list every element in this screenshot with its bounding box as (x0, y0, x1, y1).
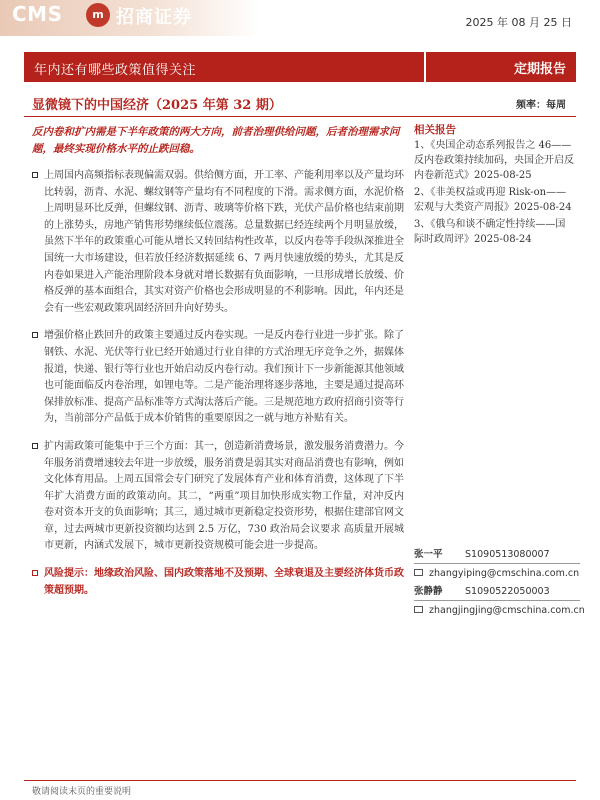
bullet-square-icon (32, 332, 38, 338)
report-date: 2025 年 08 月 25 日 (465, 16, 572, 29)
author-block (414, 546, 584, 620)
footer-note: 敬请阅读末页的重要说明 (32, 787, 132, 797)
banner-divider (424, 52, 426, 82)
related-report-link[interactable]: 2、《非美权益或再迎 Risk-on——宏观与大类资产周报》2025-08-24 (414, 187, 572, 213)
mail-icon (414, 569, 423, 576)
related-report-link[interactable]: 3、《俄乌和谈不确定性持续——国际时政周评》2025-08-24 (414, 219, 566, 245)
summary-text: 反内卷和扩内需是下半年政策的两大方向，前者治理供给问题，后者治理需求问题，最终实现价格水平的止跌回稳。 (32, 126, 400, 155)
subtitle-divider (24, 116, 576, 117)
author-name: 张一平 (414, 549, 443, 560)
bullet-paragraph (32, 168, 404, 317)
author-email[interactable]: zhangyiping@cmschina.com.cn (429, 568, 580, 579)
related-reports-heading: 相关报告 (414, 124, 456, 136)
author-name: 张静静 (414, 586, 443, 597)
related-reports-list (414, 138, 574, 249)
author-email-row (414, 605, 584, 620)
bullet-square-icon (32, 570, 38, 576)
bullet-text: 扩内需政策可能集中于三个方面：其一，创造新消费场景，激发服务消费潜力。今年服务消费增速较去年进一步放缓，服务消费是弱其实对商品消费也有影响，例如文化体育用品。上周五国常会专门研究了发展体育产业和体育消费，这体现了下半年扩大消费方面的政策动向。其二，“两重”项目加快形成实物工作量，对冲反内卷对资本开支的负面影响；其三，通过城市更新稳定投资形势，根据住建部官网文章，过去两城市更新投资额均达到 2.5 万亿，730 政治局会议要求 高质量开展城市更新，内涵式发展下，城市更新投资规模可能会进一步提高。 (44, 440, 404, 552)
bullet-square-icon (32, 172, 38, 178)
footer-divider (24, 780, 576, 781)
author-divider (414, 563, 580, 564)
bullet-text: 上周国内高频指标表现偏需双弱。供给侧方面，开工率、产能利用率以及产量均环比转弱，沥青、水泥、螺纹钢等产量均有不同程度的下滑。需求侧方面，水泥价格上周明显环比反弹，但螺纹钢、沥青、玻璃等价格下跌，光伏产品价格也结束前期的上涨势头，房地产销售形势继续低位震荡。总量数据已经连续两个月明显放缓，虽然下半年的政策重心可能从增长又转回结构性改革，以反内卷等手段纵深推进全国统一大市场建设，但若放任经济数据延续 6、7 两月快速放缓的势头，尤其是反内卷如果进入产能治理阶段本身就对增长数据有负面影响，一旦形成增长放缓、价格反弹的基本面组合，其实对资产价格也会形成明显的不利影响。因此，年内还是会有一些宏观政策巩固经济回升向好势头。 (44, 170, 404, 314)
company-logo (0, 0, 260, 36)
author-license-row (414, 546, 584, 561)
author-license-row (414, 583, 584, 598)
bullet-text: 增强价格止跌回升的政策主要通过反内卷实现。一是反内卷行业进一步扩张。除了钢铁、水泥、光伏等行业已经开始通过行业自律的方式治理无序竞争之外，据媒体报道，快递、银行等行业也开始启动反内卷行动。我们预计下一步新能源其他领域也可能面临反内卷治理，如锂电等。二是产能治理将逐步落地，主要是通过提高环保排放标准、提高产品标准等方式淘汰落后产能。三是规范地方政府招商引资等行为，当前部分产品低于成本价销售的重要原因之一就与地方补贴有关。 (44, 330, 404, 425)
banner-title: 年内还有哪些政策值得关注 (34, 63, 197, 78)
risk-text: 风险提示：地缘政治风险、国内政策落地不及预期、全球衰退及主要经济体货币政策超预期。 (44, 568, 404, 596)
logo-emblem-icon: m (86, 3, 110, 27)
logo-text-chinese: 招商证券 (116, 7, 192, 28)
author-license: S1090513080007 (465, 549, 550, 560)
risk-warning (32, 566, 404, 599)
author-email[interactable]: zhangjingjing@cmschina.com.cn (429, 605, 585, 616)
logo-text-cms: CMS (12, 2, 63, 26)
bullet-paragraph (32, 328, 404, 428)
report-frequency: 频率：每周 (516, 100, 566, 111)
report-subtitle: 显微镜下的中国经济（2025 年第 32 期） (32, 98, 282, 113)
report-type: 定期报告 (513, 62, 566, 77)
bullet-paragraph (32, 439, 404, 555)
body-bullets (32, 168, 404, 610)
author-license: S1090522050003 (465, 586, 550, 597)
author-email-row (414, 568, 584, 583)
bullet-square-icon (32, 443, 38, 449)
related-report-link[interactable]: 1、《央国企动态系列报告之 46——反内卷政策持续加码，央国企开启反内卷新范式》2025-08-25 (414, 140, 574, 181)
title-banner (24, 52, 576, 82)
author-divider (414, 600, 580, 601)
mail-icon (414, 606, 423, 613)
